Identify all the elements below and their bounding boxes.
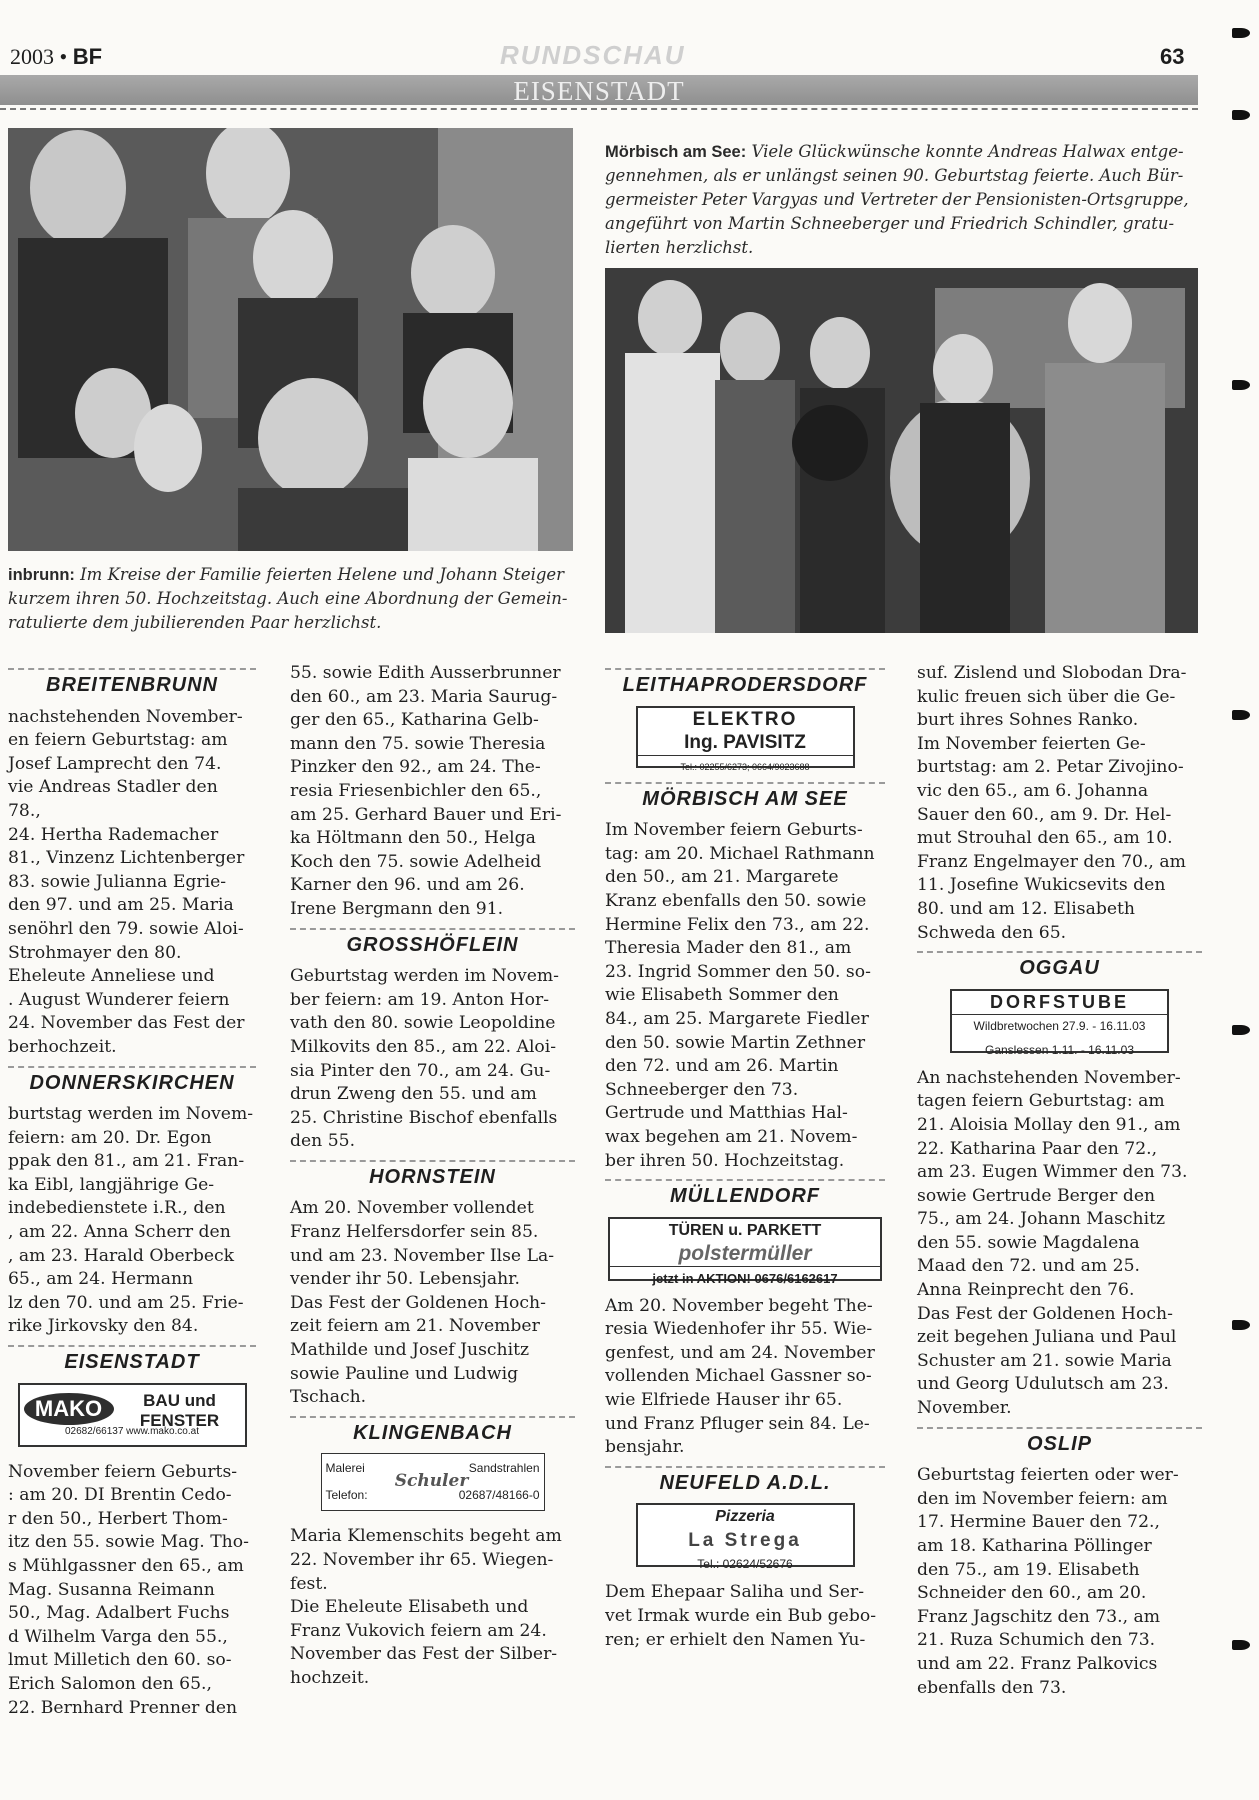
ad-polstermueller (608, 1217, 882, 1286)
scan-margin-mark (1232, 28, 1250, 38)
issue-year: 2003 (10, 44, 54, 69)
ad-pavisitz-line1: ELEKTRO (692, 708, 798, 730)
ad-schuler (321, 1453, 545, 1511)
article-breitenbrunn: nachstehenden November- en feiern Geburtstag: am Josef Lamprecht den 74. vie Andreas Stadler den 78., 24. Hertha Rademacher 81., Vinzenz Lichtenberger 83. sowie Julianna Egrie- den 97. und am 25. Maria senöhrl den 79. sowie Aloi- Strohmayer den 80. Eheleute Anneliese und . August Wunderer feiern 24. November das Fest der berhochzeit. (8, 706, 245, 1057)
article-hornstein: Am 20. November vollendet Franz Helfersdorfer sein 85. und am 23. November Ilse La- vender ihr 50. Lebensjahr. Das Fest der Goldenen Hoch- zeit feiern am 21. November Mathilde und Josef Juschitz sowie Pauline und Ludwig Tschach. (290, 1198, 555, 1408)
publication-code: BF (72, 44, 103, 69)
separator-bullet: • (59, 44, 68, 69)
header-divider (0, 108, 1198, 110)
issue-info (10, 44, 102, 70)
ad-dorfstube-line1: DORFSTUBE (952, 991, 1167, 1016)
section-heading-oslip: OSLIP (917, 1427, 1202, 1457)
ad-schuler-left1: Malerei (325, 1461, 365, 1476)
caption-text: Im Kreise der Familie feierten Helene und Johann Steiger kurzem ihren 50. Hochzeitstag. Auch eine Abordnung der Gemein- ratulierte dem jubilierenden Paar herzlichst. (8, 565, 568, 632)
section-heading-donnerskirchen: DONNERSKIRCHEN (8, 1066, 256, 1096)
article-oggau: An nachstehenden November- tagen feiern Geburtstag: am 21. Aloisia Mollay den 91., am 22. Katharina Paar den 72., am 23. Eugen Wimmer den 73. sowie Gertrude Berger den 75., am 24. Johann Maschitz den 55. sowie Magdalena Maad den 72. und am 25. Anna Reinprecht den 76. Das Fest der Goldenen Hoch- zeit begehen Juliana und Paul Schuster am 21. sowie Maria und Georg Udulutsch am 23. November. (917, 1067, 1188, 1419)
ad-mako-line2: FENSTER (139, 1410, 220, 1430)
column-1 (8, 662, 256, 1720)
scan-margin-mark (1232, 110, 1250, 120)
photo-family-steiger (8, 128, 573, 551)
ad-schuler-logo: Schuler (394, 1471, 469, 1492)
magazine-title: RUNDSCHAU (500, 40, 686, 70)
article-grosshoeflein: Geburtstag werden im Novem- ber feiern: am 19. Anton Hor- vath den 80. sowie Leopoldine Milkovits den 85., am 22. Aloi- sia Pinter den 70., am 24. Gu- drun Zweng den 55. und am 25. Christine Bischof ebenfalls den 55. (290, 966, 559, 1152)
section-title: EISENSTADT (513, 76, 685, 106)
ad-dorfstube-line3: Ganslessen 1.11. - 16.11.03 (985, 1042, 1134, 1057)
ad-pizzeria (636, 1503, 855, 1571)
ad-schuler-left2: Telefon: (325, 1487, 368, 1502)
section-heading-breitenbrunn: BREITENBRUNN (8, 668, 256, 698)
ad-mako (18, 1383, 247, 1447)
section-heading-oggau: OGGAU (917, 951, 1202, 981)
section-heading-grosshoeflein: GROSSHÖFLEIN (290, 928, 575, 958)
scan-margin-mark (1232, 1640, 1250, 1650)
section-heading-muellendorf: MÜLLENDORF (605, 1179, 885, 1209)
column-2 (290, 662, 575, 1691)
ad-pizzeria-line1: Pizzeria (715, 1508, 775, 1526)
photo-halwax-birthday (605, 268, 1198, 633)
ad-pizzeria-tel: Tel.: 02624/52676 (697, 1556, 793, 1571)
article-neufeld: Dem Ehepaar Saliha und Ser- vet Irmak wurde ein Bub gebo- ren; er erhielt den Namen Yu- (605, 1582, 877, 1650)
section-heading-neufeld: NEUFELD A.D.L. (605, 1466, 885, 1496)
column-4 (917, 662, 1202, 1700)
caption-location: Mörbisch am See: (605, 143, 747, 161)
column-3 (605, 662, 885, 1652)
caption-text: Viele Glückwünsche konnte Andreas Halwax entge- gennehmen, als er unlängst seinen 90. Geburtstag feierte. Auch Bür- germeister Peter Vargyas und Vertreter der Pensionisten-Ortsgruppe, angeführt von Martin Schneeberger und Friedrich Schindler, gratu- lierten herzlichst. (605, 142, 1189, 257)
ad-mako-contact: 02682/66137 www.mako.co.at (65, 1426, 199, 1438)
article-continued: 55. sowie Edith Ausserbrunner den 60., am 23. Maria Saurug- ger den 65., Katharina Gelb- mann den 75. sowie Theresia Pinzker den 92., am 24. The- resia Friesenbichler den 65., am 25. Gerhard Bauer und Eri- ka Höltmann den 50., Helga Koch den 75. sowie Adelheid Karner den 96. und am 26. Irene Bergmann den 91. (290, 663, 562, 919)
ad-polster-line2: polstermüller (678, 1242, 812, 1266)
article-oslip: Geburtstag feierten oder wer- den im November feiern: am 17. Hermine Bauer den 72., am 18. Katharina Pöllinger den 75., am 19. Elisabeth Schneider den 60., am 20. Franz Jagschitz den 73., am 21. Ruza Schumich den 73. und am 22. Franz Palkovics ebenfalls den 73. (917, 1465, 1179, 1698)
ad-polster-line3: jetzt in AKTION! 0676/6162617 (610, 1266, 880, 1291)
scan-margin-mark (1232, 1320, 1250, 1330)
section-heading-klingenbach: KLINGENBACH (290, 1416, 575, 1446)
ad-pavisitz (636, 706, 855, 772)
article-klingenbach: Maria Klemenschits begeht am 22. November ihr 65. Wiegen- fest. Die Eheleute Elisabeth und Franz Vukovich feiern am 24. November das Fest der Silber- hochzeit. (290, 1526, 562, 1688)
article-donnerskirchen: burtstag werden im Novem- feiern: am 20. Dr. Egon ppak den 81., am 21. Fran- ka Eibl, langjährige Ge- indebedienstete i.R., den , am 22. Anna Scherr den , am 23. Harald Oberbeck 65., am 24. Hermann lz den 70. und am 25. Frie- rike Jirkovsky den 84. (8, 1104, 254, 1337)
page-number: 63 (1160, 44, 1185, 69)
ad-dorfstube-line2: Wildbretwochen 27.9. - 16.11.03 (973, 1019, 1146, 1034)
section-heading-eisenstadt: EISENSTADT (8, 1345, 256, 1375)
ad-mako-line1: BAU und (143, 1390, 216, 1410)
ad-pavisitz-tel: Tel.: 02255/6273; 0664/9023688 (638, 755, 853, 780)
ad-pavisitz-line2: Ing. PAVISITZ (684, 732, 806, 754)
article-eisenstadt: November feiern Geburts- : am 20. DI Brentin Cedo- r den 50., Herbert Thom- itz den 55. sowie Mag. Tho- s Mühlgassner den 65., am Mag. Susanna Reimann 50., Mag. Adalbert Fuchs d Wilhelm Varga den 55., lmut Milletich den 60. so- Erich Salomon den 65., 22. Bernhard Prenner den (8, 1461, 249, 1718)
ad-pizzeria-line2: La Strega (688, 1530, 802, 1552)
section-heading-hornstein: HORNSTEIN (290, 1160, 575, 1190)
ad-dorfstube (950, 989, 1169, 1057)
section-heading-leithaprodersdorf: LEITHAPRODERSDORF (605, 668, 885, 698)
photo-caption-family (8, 563, 573, 635)
ad-schuler-right2: 02687/48166-0 (458, 1487, 540, 1502)
article-moerbisch: Im November feiern Geburts- tag: am 20. Michael Rathmann den 50., am 21. Margarete Kranz ebenfalls den 50. sowie Hermine Felix den 73., am 22. Theresia Mader den 81., am 23. Ingrid Sommer den 50. so- wie Elisabeth Sommer den 84., am 25. Margarete Fiedler den 50. sowie Martin Zethner den 72. und am 26. Martin Schneeberger den 73. Gertrude und Matthias Hal- wax begehen am 21. Novem- ber ihren 50. Hochzeitstag. (605, 820, 875, 1171)
ad-polster-line1: TÜREN u. PARKETT (668, 1221, 822, 1239)
photo-caption-moerbisch (605, 140, 1195, 260)
article-muellendorf: Am 20. November begeht The- resia Wiedenhofer ihr 55. Wie- genfest, und am 24. November vollenden Michael Gassner so- wie Elfriede Hauser ihr 65. und Franz Pfluger sein 84. Le- bensjahr. (605, 1295, 875, 1458)
scan-margin-mark (1232, 380, 1250, 390)
ad-schuler-right1: Sandstrahlen (468, 1461, 540, 1476)
caption-location: inbrunn: (8, 566, 75, 584)
mako-logo: MAKO (24, 1393, 114, 1425)
section-heading-moerbisch: MÖRBISCH AM SEE (605, 782, 885, 812)
article-neufeld-continued: suf. Zislend und Slobodan Dra- kulic freuen sich über die Ge- burt ihres Sohnes Ranko. Im November feierten Ge- burtstag: am 2. Petar Zivojino- vic den 65., am 6. Johanna Sauer den 60., am 9. Dr. Hel- mut Strouhal den 65., am 10. Franz Engelmayer den 70., am 11. Josefine Wukicsevits den 80. und am 12. Elisabeth Schweda den 65. (917, 663, 1187, 943)
scan-margin-mark (1232, 1025, 1250, 1035)
scan-margin-mark (1232, 710, 1250, 720)
